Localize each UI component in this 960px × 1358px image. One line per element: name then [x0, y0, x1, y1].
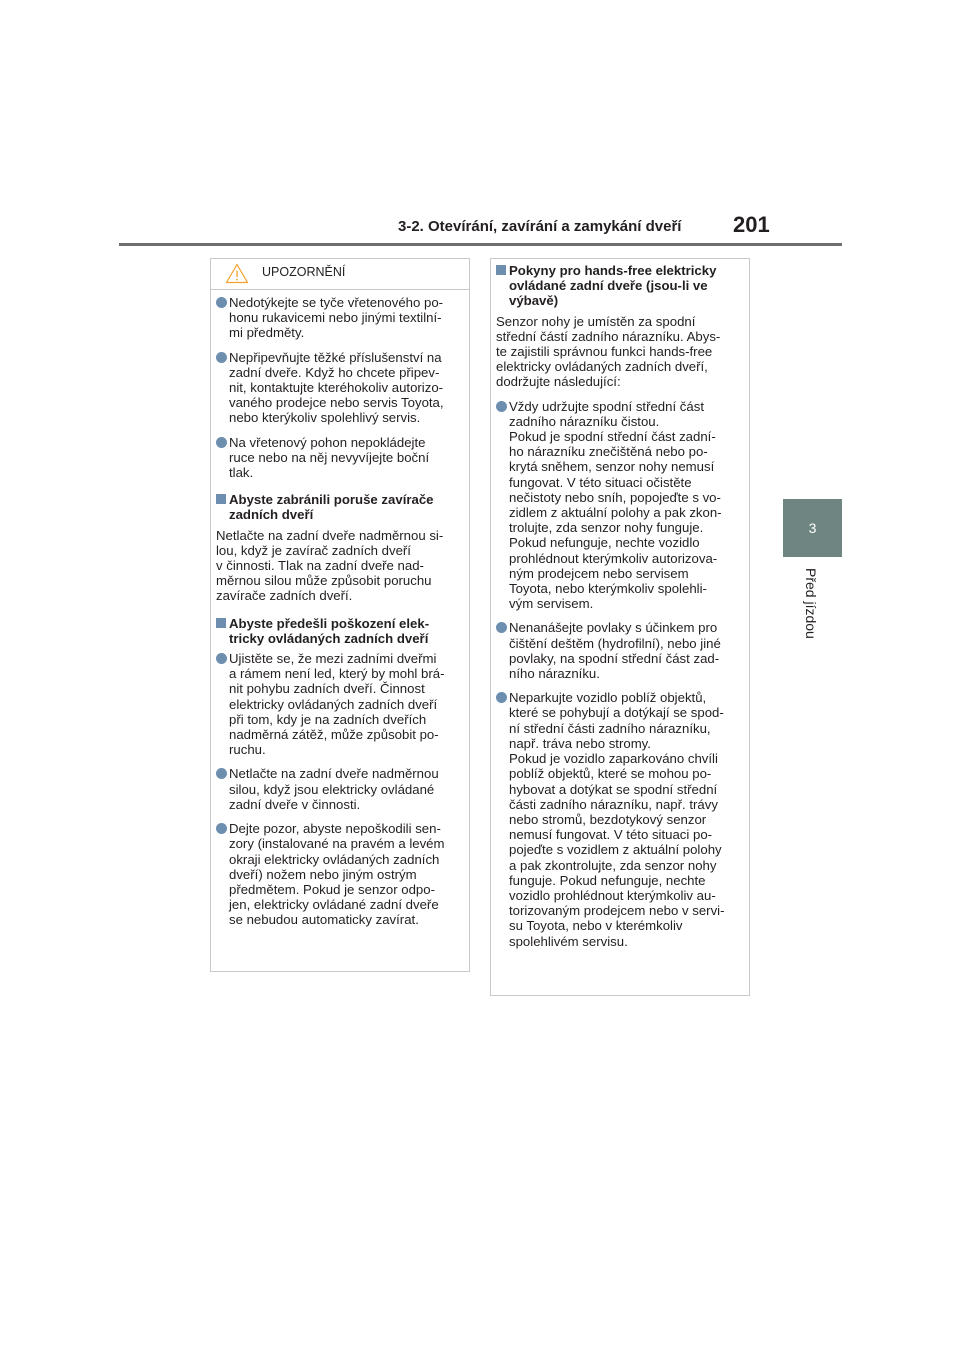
text-line: mi předměty. — [229, 325, 305, 341]
text-line: nebo stromů, bezdotykový senzor — [509, 811, 707, 827]
caution-bullet — [216, 435, 465, 481]
text-line: poblíž objektů, které se mohou po- — [509, 766, 712, 782]
text-line: Netlačte na zadní dveře nadměrnou — [229, 766, 439, 782]
heading-line: tricky ovládaných zadních dveří — [229, 630, 429, 646]
heading-square-icon — [496, 265, 506, 275]
text-line: nebo kterýkoliv spolehlivý servis. — [229, 410, 421, 426]
heading-line: Abyste předešli poškození elek- — [229, 615, 430, 631]
info-bullet — [496, 399, 745, 612]
text-line: při tom, kdy je na zadních dveřích — [229, 711, 427, 727]
section-heading — [216, 492, 465, 522]
text-line: Toyota, nebo kterýmkoliv spolehli- — [509, 581, 707, 597]
text-line: nečistoty nebo sníh, popojeďte s vo- — [509, 489, 721, 505]
text-line: Netlačte na zadní dveře nadměrnou si- — [216, 527, 444, 543]
text-line: zadního nárazníku čistou. — [509, 413, 660, 429]
caution-bullet — [216, 766, 465, 812]
text-line: nadměrná zátěž, může způsobit po- — [229, 727, 439, 743]
text-line: Na vřetenový pohon nepokládejte — [229, 434, 426, 450]
text-line: okraji elektricky ovládaných zadních — [229, 851, 440, 867]
text-line: ního nárazníku. — [509, 666, 600, 682]
caution-bullet — [216, 350, 465, 426]
text-line: Vždy udržujte spodní střední část — [509, 398, 704, 414]
text-line: elektricky ovládaných zadních dveří — [229, 696, 438, 712]
text-line: se nebudou automaticky zavírat. — [229, 912, 419, 928]
text-line: te zajistili správnou funkci hands-free — [496, 344, 713, 360]
text-line: krytá sněhem, senzor nohy nemusí — [509, 459, 715, 475]
caution-bullet — [216, 821, 465, 927]
text-line: Dejte pozor, abyste nepoškodili sen- — [229, 821, 441, 837]
text-line: zadní dveře. Když ho chcete připev- — [229, 364, 440, 380]
text-line: torizovaným prodejcem nebo v servi- — [509, 903, 725, 919]
text-line: elektricky ovládaných zadních dveří, — [496, 359, 708, 375]
header-rule — [119, 243, 842, 246]
text-line: dveří) nožem nebo jiným ostrým — [229, 866, 417, 882]
info-bullet — [496, 620, 745, 681]
chapter-label-area — [783, 568, 842, 708]
bullet-dot-icon — [496, 401, 507, 412]
text-line: Ujistěte se, že mezi zadními dveřmi — [229, 651, 437, 667]
heading-line: Abyste zabránili poruše zavírače — [229, 492, 434, 508]
text-line: spolehlivém servisu. — [509, 933, 628, 949]
caution-bullet — [216, 651, 465, 757]
bullet-dot-icon — [496, 622, 507, 633]
bullet-dot-icon — [216, 653, 227, 664]
text-line: nit, kontaktujte kteréhokoliv autorizo- — [229, 380, 444, 396]
heading-line: zadních dveří — [229, 507, 314, 523]
text-line: Senzor nohy je umístěn za spodní — [496, 313, 696, 329]
heading-square-icon — [216, 494, 226, 504]
chapter-tab — [783, 499, 842, 557]
page-number: 201 — [733, 212, 770, 237]
text-line: Nepřipevňujte těžké příslušenství na — [229, 349, 442, 365]
heading-line: ovládané zadní dveře (jsou-li ve — [509, 278, 708, 294]
bullet-dot-icon — [496, 692, 507, 703]
text-line: hybovat a dotýkat se spodní střední — [509, 781, 718, 797]
text-line: Pokud nefunguje, nechte vozidlo — [509, 535, 700, 551]
caution-title: UPOZORNĚNÍ — [262, 265, 346, 279]
text-line: pojeďte s vozidlem z aktuální polohy — [509, 842, 722, 858]
text-line: vozidlo prohlédnout kterýmkoliv au- — [509, 887, 716, 903]
text-line: zory (instalované na pravém a levém — [229, 836, 445, 852]
text-line: zadní dveře v činnosti. — [229, 796, 361, 812]
paragraph — [496, 314, 745, 390]
text-line: a pak zkontrolujte, zda senzor nohy — [509, 857, 717, 873]
text-line: ho nárazníku znečištěná nebo po- — [509, 444, 708, 460]
text-line: předmětem. Pokud je senzor odpo- — [229, 881, 435, 897]
text-line: dodržujte následující: — [496, 374, 621, 390]
text-line: povlaky, na spodní střední část zad- — [509, 650, 720, 666]
text-line: nit pohybu zadních dveří. Činnost — [229, 681, 425, 697]
heading-line: výbavě) — [509, 293, 559, 309]
text-line: střední částí zadního nárazníku. Abys- — [496, 328, 721, 344]
text-line: trolujte, zda senzor nohy funguje. — [509, 520, 704, 536]
text-line: ní střední části zadního nárazníku, — [509, 720, 711, 736]
bullet-dot-icon — [216, 352, 227, 363]
text-line: Pokud je spodní střední část zadní- — [509, 429, 716, 445]
warning-triangle-icon — [225, 263, 249, 284]
text-line: nemusí fungovat. V této situaci po- — [509, 827, 713, 843]
bullet-dot-icon — [216, 437, 227, 448]
chapter-label: Před jízdou — [803, 568, 819, 639]
text-line: Pokud je vozidlo zaparkováno chvíli — [509, 751, 718, 767]
bullet-dot-icon — [216, 823, 227, 834]
text-line: Nenanášejte povlaky s účinkem pro — [509, 620, 718, 636]
info-bullet — [496, 690, 745, 948]
heading-square-icon — [216, 618, 226, 628]
text-line: v činnosti. Tlak na zadní dveře nad- — [216, 558, 424, 574]
text-line: vaného prodejce nebo servis Toyota, — [229, 395, 444, 411]
chapter-number: 3 — [808, 520, 817, 536]
text-line: zavírače zadních dveří. — [216, 588, 353, 604]
text-line: ruce nebo na něj nevyvíjejte boční — [229, 449, 430, 465]
caution-header — [211, 259, 469, 290]
section-title: 3-2. Otevírání, zavírání a zamykání dveří — [398, 218, 682, 235]
caution-box — [210, 258, 470, 972]
text-line: např. tráva nebo stromy. — [509, 735, 651, 751]
text-line: které se pohybují a dotýkají se spod- — [509, 705, 724, 721]
text-line: Neparkujte vozidlo poblíž objektů, — [509, 690, 707, 706]
text-line: su Toyota, nebo v kterémkoliv — [509, 918, 683, 934]
text-line: měrnou silou může způsobit poruchu — [216, 573, 432, 589]
info-box — [490, 258, 750, 996]
text-line: tlak. — [229, 465, 254, 481]
text-line: zidlem z aktuální polohy a pak zkon- — [509, 505, 722, 521]
paragraph — [216, 528, 465, 604]
bullet-dot-icon — [216, 297, 227, 308]
text-line: honu rukavicemi nebo jinými textilní- — [229, 310, 442, 326]
text-line: vým servisem. — [509, 596, 594, 612]
text-line: silou, když jsou elektricky ovládané — [229, 781, 435, 797]
text-line: fungovat. V této situaci očistěte — [509, 474, 692, 490]
section-heading — [496, 263, 745, 309]
text-line: části zadního nárazníku, např. trávy — [509, 796, 718, 812]
text-line: čištění deštěm (hydrofilní), nebo jiné — [509, 635, 721, 651]
text-line: a rámem není led, který by mohl brá- — [229, 666, 445, 682]
text-line: lou, když je zavírač zadních dveří — [216, 542, 411, 558]
text-line: prohlédnout kterýmkoliv autorizova- — [509, 550, 718, 566]
bullet-dot-icon — [216, 768, 227, 779]
caution-bullet — [216, 295, 465, 341]
text-line: Nedotýkejte se tyče vřetenového po- — [229, 295, 444, 310]
heading-line: Pokyny pro hands-free elektricky — [509, 263, 717, 278]
text-line: funguje. Pokud nefunguje, nechte — [509, 872, 706, 888]
text-line: ruchu. — [229, 742, 266, 758]
text-line: jen, elektricky ovládané zadní dveře — [229, 897, 439, 913]
section-heading — [216, 616, 465, 646]
text-line: ným prodejcem nebo servisem — [509, 565, 689, 581]
